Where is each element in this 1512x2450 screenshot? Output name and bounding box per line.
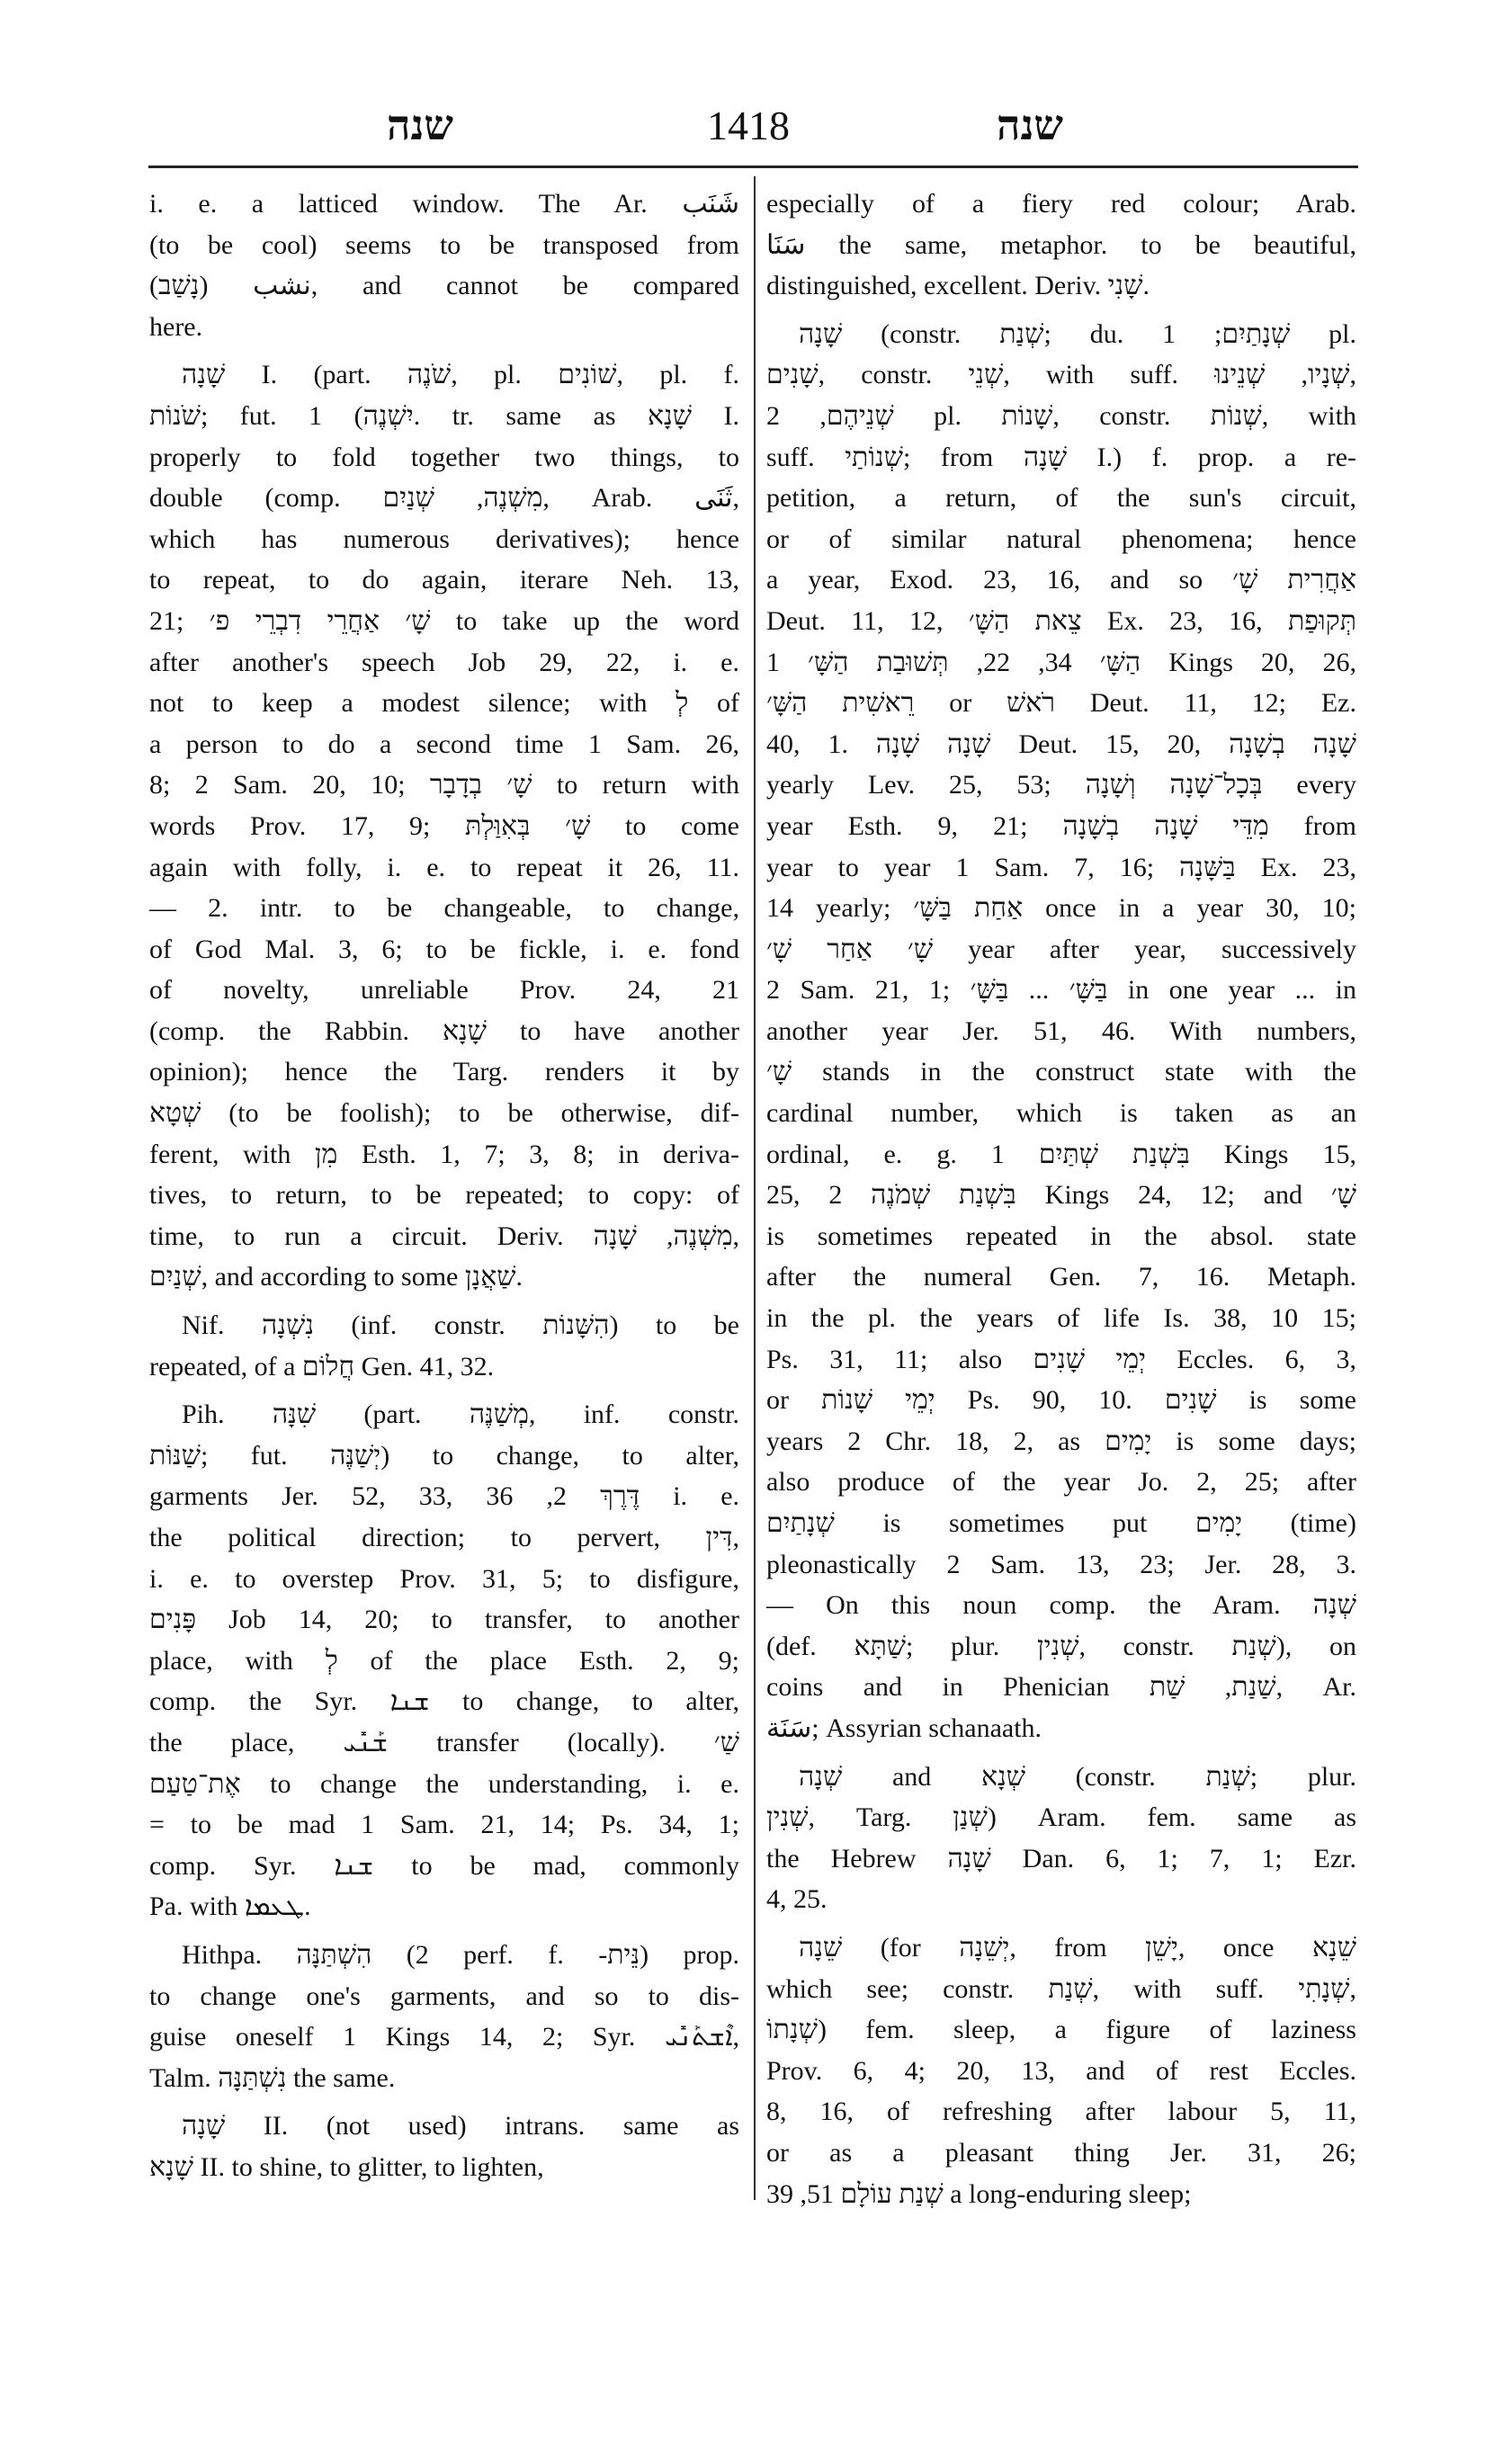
column-divider [754,176,756,2200]
text-line: of God Mal. 3, 6; to be fickle, i. e. fond [149,934,739,964]
entry-headword-line: שָׁנָה I. (part. שֹׁנֶה, pl. שׁוֹנִים, pl. f. [182,360,739,390]
text-line: i. e. a latticed window. The Ar. شَنَب [149,189,739,219]
text-line: opinion); hence the Targ. renders it by [149,1057,739,1087]
text-line: comp. the Syr. ܫܢܐ to change, to alter, [149,1686,739,1717]
text-line: or יְמֵי שָׁנוֹת Ps. 90, 10. שָׁנִים is some [766,1385,1356,1416]
text-line: repeated, of a חֲלוֹם Gen. 41, 32. [149,1351,495,1381]
text-line: or of similar natural phenomena; hence [766,523,1356,554]
text-line: the place, ܫܰܢܺܝ transfer (locally). שַׁ׳ [149,1727,739,1757]
text-line: (to be cool) seems to be transposed from [149,229,739,260]
text-line: — 2. intr. to be changeable, to change, [149,893,739,924]
text-line: comp. Syr. ܫܢܐ to be mad, commonly [149,1850,739,1881]
text-line: הַשָּׁ׳ 34, 22, תְּשׁוּבַת הַשָּׁ׳ 1 Kings 20, 26, [766,647,1356,677]
text-line: yearly Lev. 25, 53; בְּכָל־שָׁנָה וְשָׁנָה every [766,770,1357,800]
text-line: (def. שַׁתָּא; plur. שְׁנִין, constr. שְׁנַת), on [766,1631,1356,1661]
text-line: سَنَا the same, metaphor. to be beautiful, [766,229,1356,260]
text-line: — On this noun comp. the Aram. שְׁנָה [766,1590,1356,1621]
text-line: years 2 Chr. 18, 2, as יָמִים is some days; [766,1426,1356,1456]
text-line: ordinal, e. g. בִּשְׁנַת שְׁתַּיִם 1 Kings 15, [766,1139,1356,1169]
text-line: double (comp. מִשְׁנֶה, שְׁנַיִם, Arab. ثَنَى, [149,483,739,514]
text-line: שְׁטָא (to be foolish); to be otherwise, dif- [149,1098,739,1129]
text-line: the political direction; to pervert, דִּין, [149,1523,739,1552]
entry-headword-line: שָׁנָה (constr. שְׁנַת; du. שְׁנָתַיִם; 1 pl. [799,318,1357,349]
text-line: not to keep a modest silence; with לְ of [149,688,739,719]
text-line: 8; 2 Sam. 20, 10; שָׁ׳ בְדָבָר to return with [149,770,739,800]
text-line: سَنَة; Assyrian schanaath. [766,1712,1042,1743]
text-line: suff. שְׁנוֹתַי; from שָׁנָה I.) f. prop. a re- [766,442,1356,472]
left-column [149,183,739,2188]
text-line: petition, a return, of the sun's circuit, [766,483,1356,514]
text-line: שְׁנָתַיִם is sometimes put יָמִים (time) [766,1508,1356,1538]
text-line: to change one's garments, and so to dis- [149,1981,739,2011]
text-line: a year, Exod. 23, 16, and so אַחֲרִית שָׁ׳ [766,565,1356,595]
text-line: coins and in Phenician שַׁנַת, שַׁת, Ar. [766,1672,1357,1703]
text-line: garments Jer. 52, 33, דֶּרֶךְ 2, 36 i. e. [149,1481,740,1512]
text-line: نشب (נָשַׁב), and cannot be compared [149,271,739,301]
text-line: the Hebrew שָׁנָה Dan. 6, 1; 7, 1; Ezr. [766,1843,1356,1873]
text-line: שְׁנָתוֹ) fem. sleep, a figure of laziness [766,2015,1356,2045]
text-line: Deut. 11, 12, צֵאת הַשָּׁ׳ Ex. 23, 16, תְּקוּפַת [766,605,1356,636]
entry-headword-line: שְׁנָה and שְׁנָא (constr. שְׁנַת; plur. [799,1761,1356,1792]
text-line: or as a pleasant thing Jer. 31, 26; [766,2137,1356,2168]
text-line: i. e. to overstep Prov. 31, 5; to disfigure, [149,1563,739,1594]
text-line: after the numeral Gen. 7, 16. Metaph. [766,1262,1356,1292]
text-line: Talm. נִשְׁתַּנָּה the same. [149,2062,396,2093]
text-line: ferent, with מִן Esth. 1, 7; 3, 8; in deriva- [149,1139,739,1169]
text-line: שָׁנָא II. to shine, to glitter, to lighten, [149,2151,544,2182]
text-line: properly to fold together two things, to [149,442,739,472]
text-line: to repeat, to do again, iterare Neh. 13, [149,565,739,595]
text-line: = to be mad 1 Sam. 21, 14; Ps. 34, 1; [149,1810,739,1840]
text-line: שְׁנַת עוֹלָם 51, 39 a long-enduring sleep; [766,2178,1192,2209]
text-line: 21; שָׁ׳ אַחֲרֵי דִבְרֵי פ׳ to take up the word [149,605,739,636]
text-line: distinguished, excellent. Deriv. שָׁנִי. [766,271,1150,301]
text-line: 14 yearly; אַחַת בַּשָּׁ׳ once in a year 30, 10; [766,893,1356,924]
text-line: 25, בִּשְׁנַת שְׁמֹנֶה 2 Kings 24, 12; and שָׁ׳ [766,1180,1356,1211]
text-line: Prov. 6, 4; 20, 13, and of rest Eccles. [766,2055,1356,2086]
text-line: (comp. the Rabbin. שָׁנָא to have another [149,1015,739,1046]
entry-headword-line: Nif. נִשְׁנָה (inf. constr. הִשָּׁנוֹת) to be [182,1310,739,1341]
text-line: Ps. 31, 11; also יְמֵי שָׁנִים Eccles. 6, 3, [766,1344,1356,1374]
entry-headword-line: שֵׁנָה (for יְשֵׁנָה, from יָשֵׁן, once שֵׁנָא [799,1932,1356,1963]
text-line: here. [149,311,203,342]
text-line: שָׁ׳ stands in the construct state with the [766,1057,1356,1087]
text-line: a person to do a second time 1 Sam. 26, [149,729,739,759]
running-head-left: שנה [387,103,453,148]
text-line: שְׁנַיִם, and according to some שַׁאֲנָן. [149,1262,523,1292]
text-line: which has numerous derivatives); hence [149,523,739,554]
text-line: again with folly, i. e. to repeat it 26, 11. [149,852,739,882]
text-line: אֶת־טַעַם to change the understanding, i. e. [149,1768,739,1799]
text-line: also produce of the year Jo. 2, 25; after [766,1467,1356,1498]
text-line: 40, 1. שָׁנָה שָׁנָה Deut. 15, 20, שָׁנָה בְשָׁנָה [766,729,1356,759]
running-head-right: שנה [997,103,1063,148]
entry-headword-line: Hithpa. הִשְׁתַּנָּה (2 perf. f. -נֵּית) prop. [182,1939,739,1970]
header-rule [148,165,1358,168]
text-line: year Esth. 9, 21; מִדֵּי שָׁנָה בְשָׁנָה from [766,810,1356,841]
text-line: tives, to return, to be repeated; to copy: of [149,1180,739,1211]
text-line: שַׁנּוֹת; fut. יְשַׁנֶּה) to change, to alter, [149,1440,739,1471]
text-line: in the pl. the years of life Is. 38, 10 15; [766,1303,1356,1334]
text-line: שָׁ׳ אַחַר שָׁ׳ year after year, successively [766,934,1356,964]
text-line: which see; constr. שְׁנַת, with suff. שְׁנָתִי, [766,1973,1356,2004]
entry-headword-line: Pih. שִׁנָּה (part. מְשַׁנֶּה, inf. constr. [182,1399,739,1430]
text-line: שֹׁנוֹת; fut. יִשְׁנֶה) 1. tr. same as שָׁנָא I. [149,400,739,431]
text-line: רֵאשִׁית הַשָּׁ׳ or רֹאשׁ Deut. 11, 12; Ez. [766,688,1356,719]
text-line: of novelty, unreliable Prov. 24, 21 [149,975,739,1006]
text-line: cardinal number, which is taken as an [766,1098,1356,1129]
page-number: 1418 [707,103,790,148]
text-line: another year Jer. 51, 46. With numbers, [766,1015,1356,1046]
text-line: pleonastically 2 Sam. 13, 23; Jer. 28, 3. [766,1549,1356,1579]
text-line: after another's speech Job 29, 22, i. e. [149,647,739,677]
text-line: guise oneself 1 Kings 14, 2; Syr. ܐܶܫܬܰܢܺܝ, [149,2022,739,2052]
text-line: place, with לְ of the place Esth. 2, 9; [149,1645,740,1676]
text-line: Pa. with ܛܥܡܐ. [149,1891,311,1922]
entry-headword-line: שָׁנָה II. (not used) intrans. same as [182,2111,739,2142]
text-line: year to year 1 Sam. 7, 16; בַּשָּׁנָה Ex. 23, [766,852,1357,882]
text-line: especially of a fiery red colour; Arab. [766,189,1356,219]
text-line: time, to run a circuit. Deriv. מִשְׁנֶה, שָׁנָה, [149,1221,739,1251]
text-line: 2 Sam. 21, 1; בַּשָּׁ׳ ... בַּשָּׁ׳ in one year ... in [766,975,1356,1006]
text-line: שָׁנִים, constr. שְׁנֵי, with suff. שְׁנָיו, שְׁנֵינוּ, [766,360,1356,390]
text-line: פָּנִים Job 14, 20; to transfer, to another [149,1605,739,1635]
text-line: 8, 16, of refreshing after labour 5, 11, [766,2097,1356,2127]
text-line: שְׁנִין, Targ. שְׁנַן) Aram. fem. same as [766,1802,1356,1833]
text-line: is sometimes repeated in the absol. state [766,1221,1356,1251]
text-line: שְׁנֵיהֶם, 2 pl. שָׁנוֹת, constr. שְׁנוֹת, with [766,400,1356,431]
text-line: 4, 25. [766,1884,828,1915]
right-column [766,183,1356,2214]
text-line: words Prov. 17, 9; שָׁ׳ בְּאִוַּלְתּ to come [149,810,739,841]
